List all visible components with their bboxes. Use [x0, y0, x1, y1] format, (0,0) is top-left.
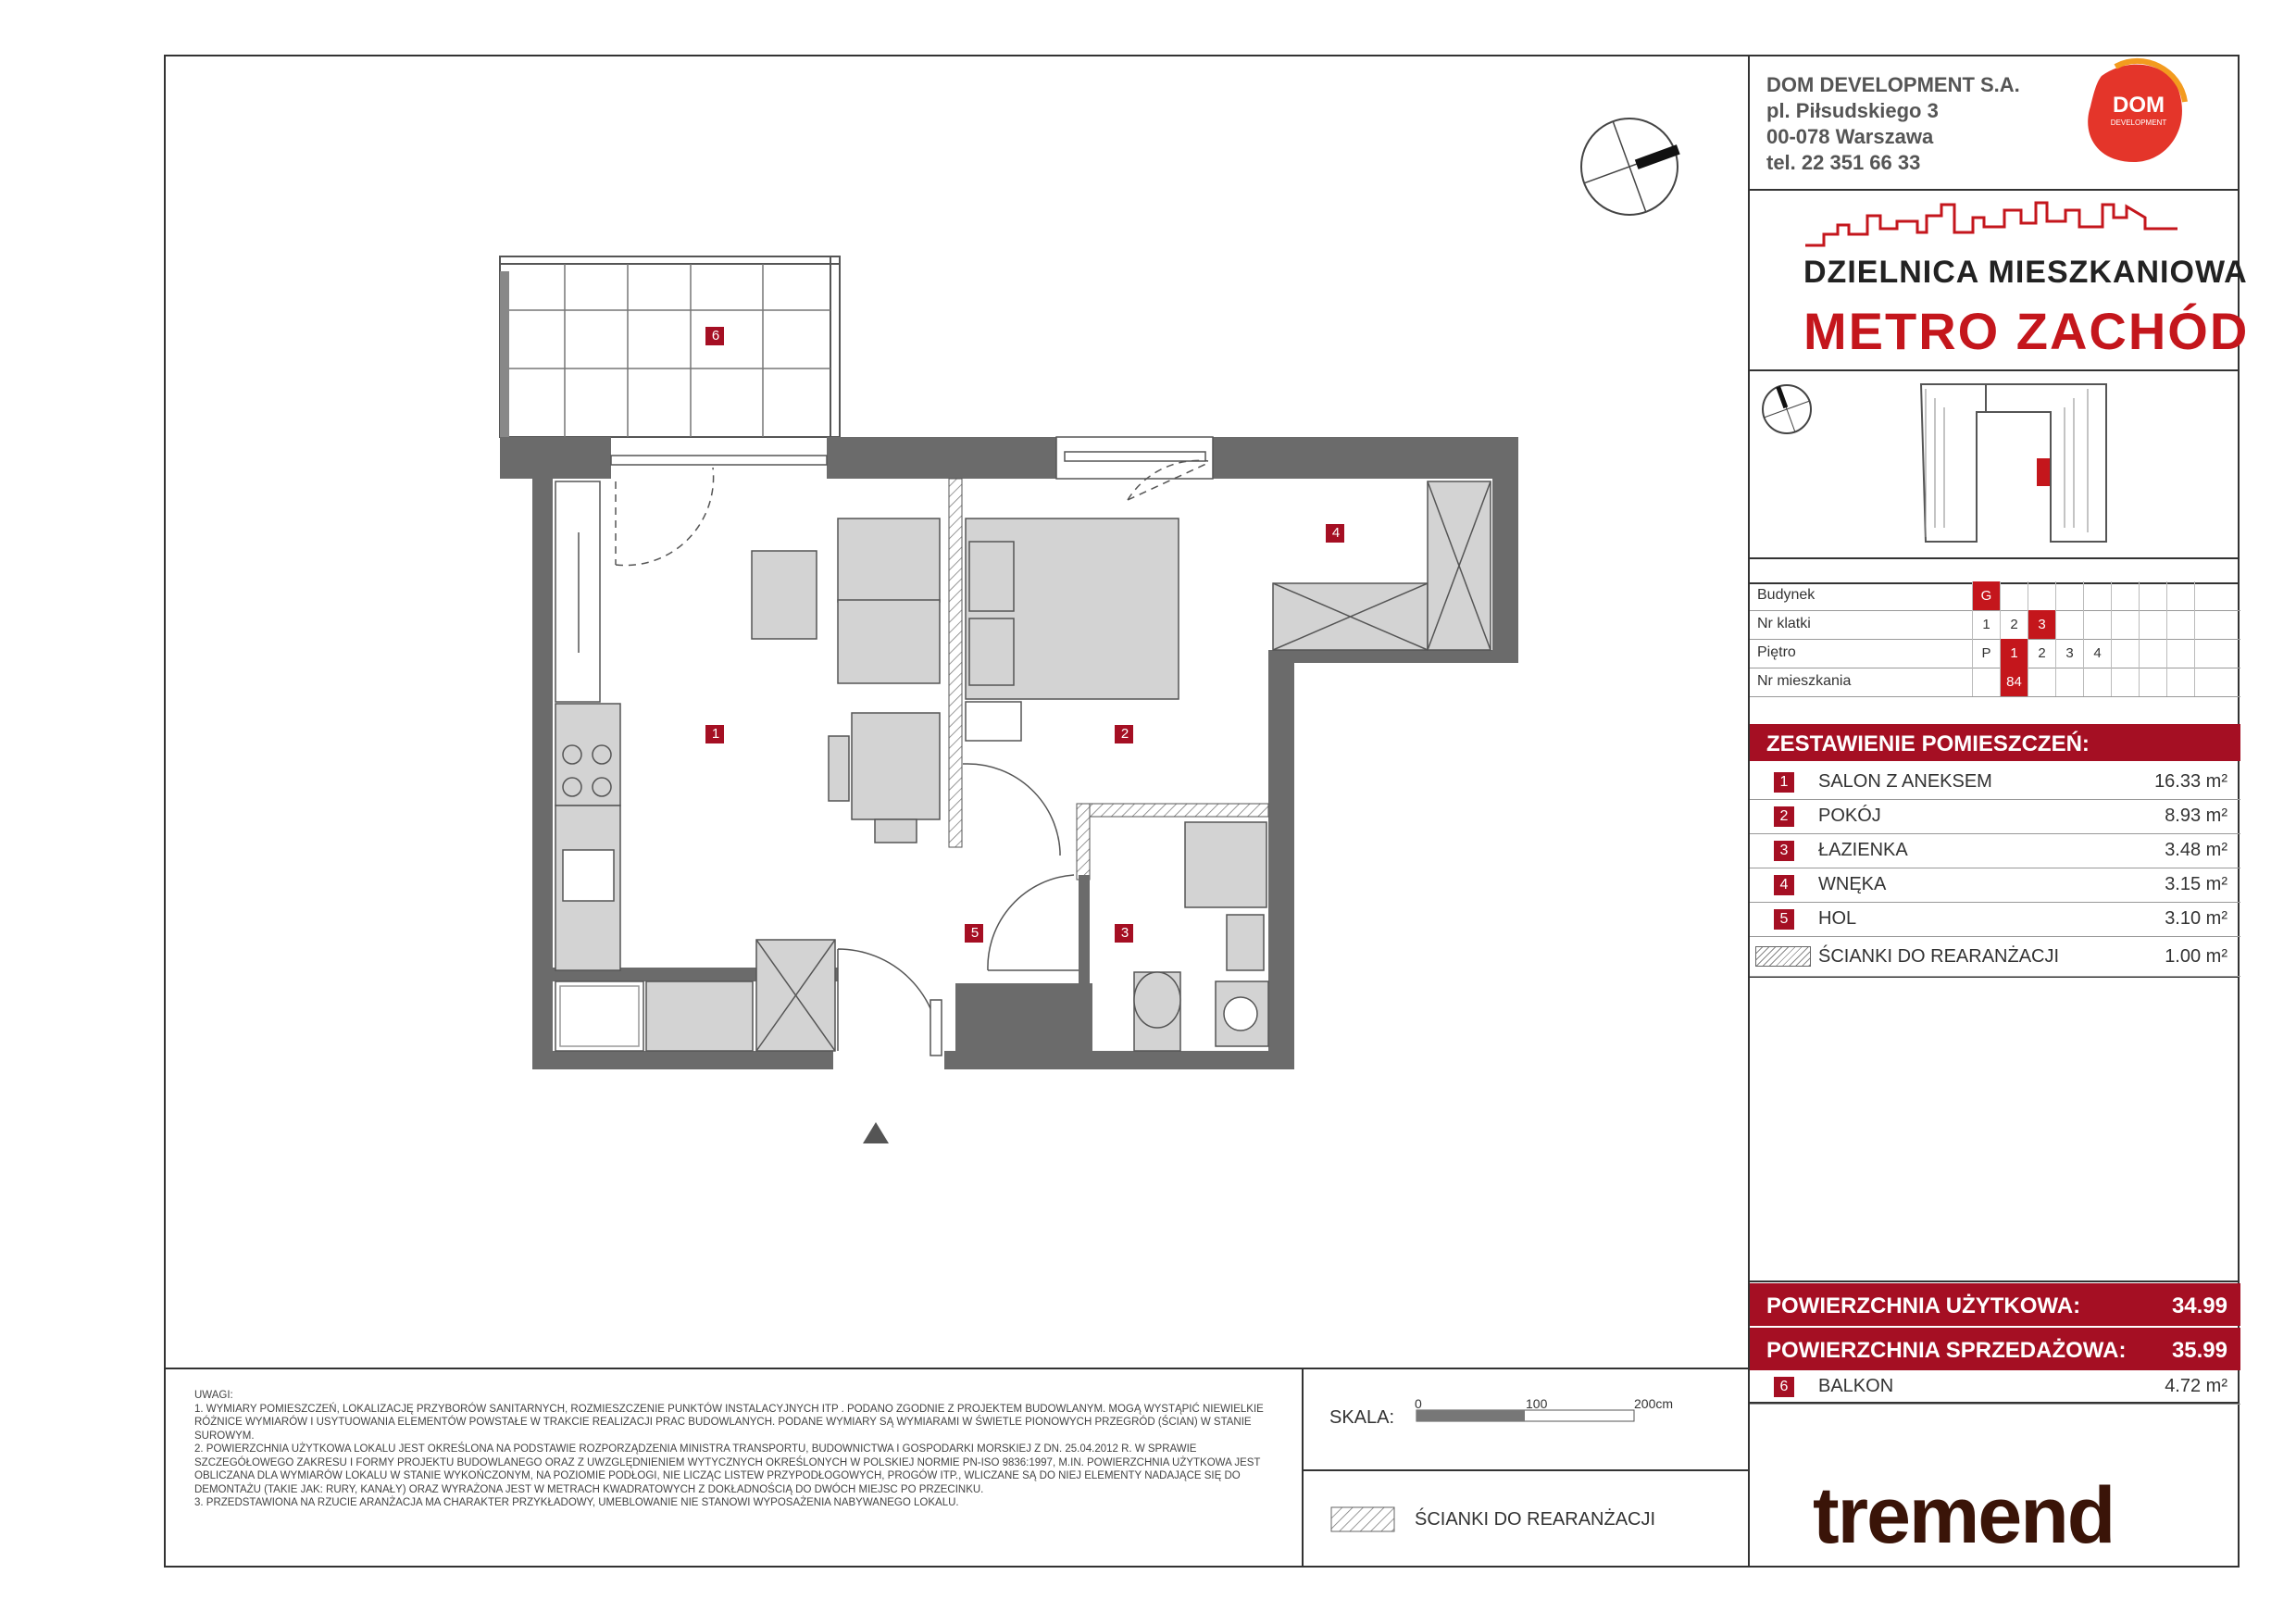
- info-row-floor: [1750, 639, 2240, 668]
- room-num: 1: [1774, 772, 1794, 793]
- notes-item-2: 2. POWIERZCHNIA UŻYTKOWA LOKALU JEST OKREŚLONA NA PODSTAWIE ROZPORZĄDZENIA MINISTRA TRANSPORTU, BUDOWNICTWA I GOSPODARKI MORSKIEJ Z DN. 25.04.2012 R. W SPRAWIE SZCZEGÓŁOWEGO ZAKRESU I FORMY PROJEKTU BUDOWLANEGO ORAZ Z UWZGLĘDNIENIEM WYTYCZNYCH OKREŚLONYCH W POLSKIEJ NORMIE PN-ISO 9836:1997, M.IN. POWIERZCHNIA UŻYTKOWA JEST OBLICZANA DLA WYMIARÓW LOKALU W STANIE WYKOŃCZONYM, NA POZIOMIE PODŁOGI, NIE LICZĄC LISTEW PRZYPODŁOGOWYCH, PROGÓW ITP., WLICZANE SĄ DO NIEJ ELEMENTY NADAJĄCE SIĘ DO DEMONTAŻU (TAKIE JAK: RURY, KANAŁY) ORAZ WYRAŻONA JEST W METRACH KWADRATOWYCH Z DOKŁADNOŚCIĄ DO DWÓCH MIEJSC PO PRZECINKU.: [194, 1443, 1261, 1495]
- sale-area-label: POWIERZCHNIA SPRZEDAŻOWA:: [1766, 1338, 2127, 1363]
- room-num: 4: [1774, 875, 1794, 895]
- project-line-2: METRO ZACHÓD: [1803, 302, 2250, 360]
- company-phone: tel. 22 351 66 33: [1766, 151, 1921, 174]
- notes-item-1: 1. WYMIARY POMIESZCZEŃ, LOKALIZACJĘ PRZYBORÓW SANITARNYCH, ROZMIESZCZENIE PUNKTÓW INSTALACYJNYCH ITP . PODANO ZGODNIE Z PROJEKTEM BUDOWLANYM. MOGĄ WYSTĄPIĆ NIEWIELKIE RÓŻNICE WYMIARÓW I USYTUOWANIA ELEMENTÓW POWSTAŁE W TRAKCIE REALIZACJI PRAC BUDOWLANYCH. PODANE WYMIARY SĄ WYMIARAMI W ŚWIETLE PIONOWYCH PRZEGRÓD (ŚCIAN) W STANIE SUROWYM.: [194, 1403, 1264, 1442]
- room-area: 3.48 m²: [2165, 840, 2227, 860]
- stair-cell-selected: 3: [2028, 610, 2055, 639]
- room-area: 16.33 m²: [2154, 771, 2227, 792]
- room-name: BALKON: [1818, 1376, 1894, 1396]
- entrance-arrow-icon: [863, 1122, 889, 1143]
- room-area: 3.15 m²: [2165, 874, 2227, 894]
- room-label-5: 5: [970, 925, 980, 941]
- room-num: 2: [1774, 806, 1794, 827]
- flat-label: Nr mieszkania: [1757, 673, 1852, 689]
- room-label-6: 6: [711, 328, 720, 344]
- info-row-flat: [1750, 668, 2240, 697]
- building-cell: G: [1972, 581, 2000, 610]
- dom-logo-text: DOM: [2113, 93, 2165, 118]
- scale-bar: [1416, 1410, 1634, 1421]
- dom-logo-subtext: DEVELOPMENT: [2110, 119, 2167, 127]
- room-name: WNĘKA: [1818, 874, 1887, 894]
- usable-area-label: POWIERZCHNIA UŻYTKOWA:: [1766, 1293, 2081, 1318]
- scale-label: SKALA:: [1329, 1407, 1395, 1428]
- rearrangement-row: [1750, 937, 2240, 977]
- balcony: [500, 256, 840, 437]
- room-num: 6: [1774, 1377, 1794, 1397]
- usable-area-row: [1750, 1283, 2240, 1326]
- info-row-building: [1750, 581, 2240, 611]
- floor-cell-selected: 1: [2000, 639, 2028, 668]
- room-label-3: 3: [1120, 925, 1129, 941]
- room-name: HOL: [1818, 908, 1857, 929]
- room-row: [1750, 903, 2240, 937]
- flat-number: 84: [2000, 668, 2028, 696]
- company-street: pl. Piłsudskiego 3: [1766, 99, 1939, 122]
- tremend-logo: tremend: [1813, 1471, 2115, 1560]
- compass-icon: [1581, 119, 1680, 215]
- hatch-swatch: [1755, 946, 1811, 967]
- floor-cell: P: [1972, 639, 2000, 668]
- compass-small-icon: [1763, 385, 1811, 433]
- room-row: [1750, 834, 2240, 868]
- company-name: DOM DEVELOPMENT S.A.: [1766, 73, 2020, 96]
- room-label-4: 4: [1331, 525, 1341, 541]
- rooms-header-text: ZESTAWIENIE POMIESZCZEŃ:: [1766, 731, 2090, 756]
- scale-tick-200: 200cm: [1634, 1396, 1674, 1411]
- floor-cell: 2: [2028, 639, 2055, 668]
- stair-cell: 2: [2000, 610, 2028, 639]
- stair-label: Nr klatki: [1757, 616, 1811, 631]
- notes: [194, 1389, 1287, 1510]
- floor-label: Piętro: [1757, 644, 1796, 660]
- room-label-1: 1: [711, 726, 720, 742]
- room-name: SALON Z ANEKSEM: [1818, 771, 1992, 792]
- key-plan: [1921, 384, 2106, 542]
- room-row: [1750, 868, 2240, 903]
- notes-item-3: 3. PRZEDSTAWIONA NA RZUCIE ARANŻACJA MA CHARAKTER PRZYKŁADOWY, UMEBLOWANIE NIE STANOWI WYPOSAŻENIA NABYWANEGO LOKALU.: [194, 1497, 959, 1508]
- sale-area-row: [1750, 1328, 2240, 1370]
- room-num: 3: [1774, 841, 1794, 861]
- legend-hatch-swatch: [1331, 1507, 1394, 1531]
- balcony-row: [1750, 1370, 2240, 1405]
- room-area: 3.10 m²: [2165, 908, 2227, 929]
- rearrangement-label: ŚCIANKI DO REARANŻACJI: [1818, 946, 2060, 967]
- sale-area-value: 35.99: [2171, 1338, 2227, 1363]
- stair-cell: 1: [1972, 610, 2000, 639]
- room-label-2: 2: [1120, 726, 1129, 742]
- project-line-1: DZIELNICA MIESZKANIOWA: [1803, 255, 2248, 290]
- scale-tick-100: 100: [1526, 1396, 1548, 1411]
- floor-cell: 4: [2083, 639, 2111, 668]
- room-num: 5: [1774, 909, 1794, 930]
- usable-area-value: 34.99: [2171, 1293, 2227, 1318]
- room-area: 4.72 m²: [2165, 1376, 2227, 1396]
- room-area: 8.93 m²: [2165, 806, 2227, 826]
- skyline-icon: [1805, 203, 2177, 245]
- company-city: 00-078 Warszawa: [1766, 125, 1934, 148]
- scale-tick-0: 0: [1415, 1396, 1422, 1411]
- rearrangement-area: 1.00 m²: [2165, 946, 2227, 967]
- floor-cell: 3: [2055, 639, 2083, 668]
- room-name: ŁAZIENKA: [1818, 840, 1908, 860]
- info-row-stair: [1750, 610, 2240, 640]
- furniture: [555, 481, 1491, 1051]
- company-info: [1766, 72, 2020, 176]
- building-label: Budynek: [1757, 587, 1816, 603]
- rooms-header: [1750, 724, 2240, 761]
- notes-title: UWAGI:: [194, 1390, 233, 1401]
- room-row: [1750, 800, 2240, 834]
- room-row: [1750, 766, 2240, 800]
- legend-label: ŚCIANKI DO REARANŻACJI: [1415, 1509, 1656, 1530]
- room-name: POKÓJ: [1818, 806, 1881, 826]
